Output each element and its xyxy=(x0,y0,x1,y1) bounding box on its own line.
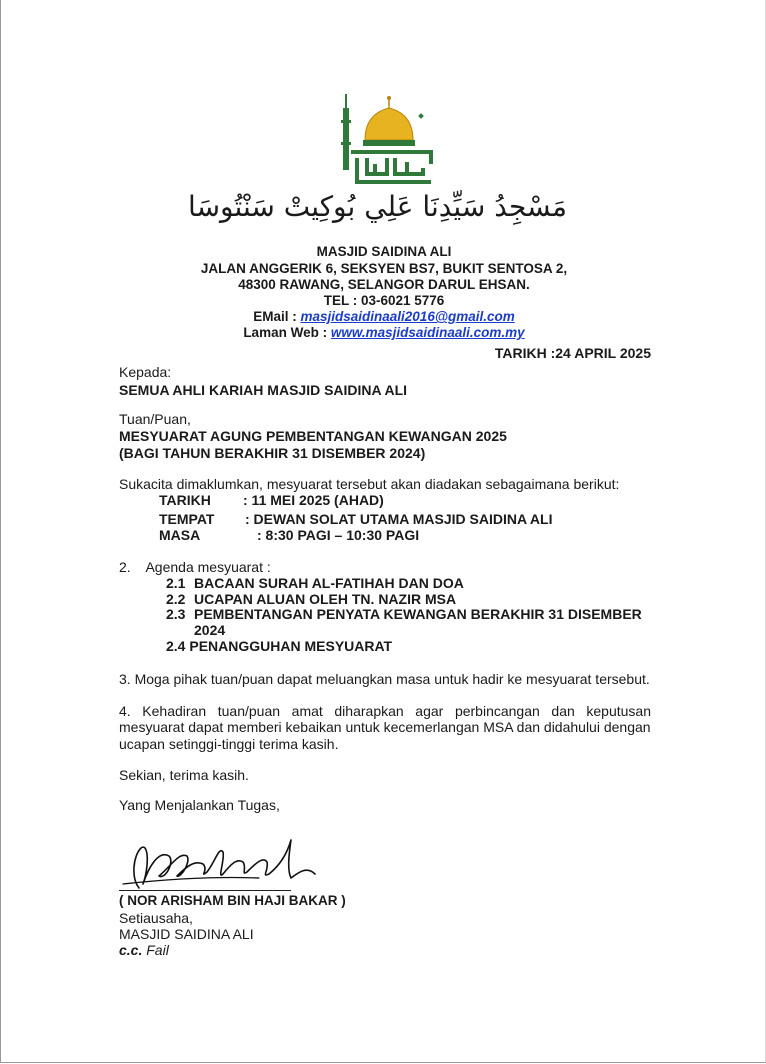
letter-date: TARIKH :24 APRIL 2025 xyxy=(494,345,651,361)
agenda-item: 2.1 BACAAN SURAH AL-FATIHAH DAN DOA xyxy=(166,575,464,591)
carbon-copy xyxy=(119,942,169,958)
agenda-heading: 2. Agenda mesyuarat : xyxy=(119,559,271,575)
minaret xyxy=(343,108,349,170)
address-line-1: JALAN ANGGERIK 6, SEKSYEN BS7, BUKIT SENTOSA 2, xyxy=(200,261,568,276)
closing: Sekian, terima kasih. xyxy=(119,767,249,783)
recipient-label: Kepada: xyxy=(119,364,172,380)
salutation: Tuan/Puan, xyxy=(119,411,191,427)
web-label: Laman Web : xyxy=(243,325,328,340)
recipient: SEMUA AHLI KARIAH MASJID SAIDINA ALI xyxy=(119,382,408,398)
cc-value: Fail xyxy=(146,942,169,958)
org-name: MASJID SAIDINA ALI xyxy=(316,244,452,259)
detail-value: : 8:30 PAGI – 10:30 PAGI xyxy=(257,527,420,543)
detail-label: TARIKH xyxy=(159,492,211,508)
detail-row xyxy=(159,492,384,508)
detail-row xyxy=(159,511,552,527)
email-line xyxy=(1,309,766,324)
dome xyxy=(365,108,413,140)
email-label: EMail : xyxy=(253,309,297,324)
intro-text: Sukacita dimaklumkan, mesyuarat tersebut akan diadakan sebagaimana berikut: xyxy=(119,476,620,492)
agenda-item: 2.2 UCAPAN ALUAN OLEH TN. NAZIR MSA xyxy=(166,591,457,607)
agenda-item: 2.4 PENANGGUHAN MESYUARAT xyxy=(166,638,393,654)
paragraph-4-line-1: 4. Kehadiran tuan/puan amat diharapkan agar perbincangan dan keputusan xyxy=(119,703,651,719)
detail-value: : DEWAN SOLAT UTAMA MASJID SAIDINA ALI xyxy=(245,511,553,527)
paragraph-3: 3. Moga pihak tuan/puan dapat meluangkan masa untuk hadir ke mesyuarat tersebut. xyxy=(119,671,650,687)
signature-line xyxy=(119,890,291,891)
subject-line-1: MESYUARAT AGUNG PEMBENTANGAN KEWANGAN 2025 xyxy=(119,428,507,444)
signatory-org: MASJID SAIDINA ALI xyxy=(119,926,254,942)
agenda-item: 2.3 PEMBENTANGAN PENYATA KEWANGAN BERAKHIR 31 DISEMBER xyxy=(166,606,642,622)
paragraph-4-line-2: mesyuarat dapat memberi kebaikan untuk kecemerlangan MSA dan didahului dengan xyxy=(119,719,651,735)
telephone: TEL : 03-6021 5776 xyxy=(323,293,445,308)
email-link[interactable]: masjidsaidinaali2016@gmail.com xyxy=(300,309,515,324)
mosque-logo xyxy=(337,92,437,188)
web-link[interactable]: www.masjidsaidinaali.com.my xyxy=(330,325,525,340)
address-line-2: 48300 RAWANG, SELANGOR DARUL EHSAN. xyxy=(238,277,530,292)
detail-value: : 11 MEI 2025 (AHAD) xyxy=(243,492,384,508)
agenda-item-continuation: 2024 xyxy=(194,622,226,638)
paragraph-4-line-3: ucapan setinggi-tinggi terima kasih. xyxy=(119,736,339,752)
signatory-name: ( NOR ARISHAM BIN HAJI BAKAR ) xyxy=(119,893,346,908)
signoff: Yang Menjalankan Tugas, xyxy=(119,797,280,813)
cc-label: c.c. xyxy=(119,942,143,958)
detail-label: TEMPAT xyxy=(159,511,215,527)
signatory-title: Setiausaha, xyxy=(119,910,193,926)
subject-line-2: (BAGI TAHUN BERAKHIR 31 DISEMBER 2024) xyxy=(119,445,426,461)
arabic-name: مَسْجِدُ سَيِّدِنَا عَلِي بُوكِيتْ سَنْتُوسَا xyxy=(188,190,567,223)
detail-row xyxy=(159,527,419,543)
detail-label: MASA xyxy=(159,527,201,543)
web-line xyxy=(1,325,766,340)
